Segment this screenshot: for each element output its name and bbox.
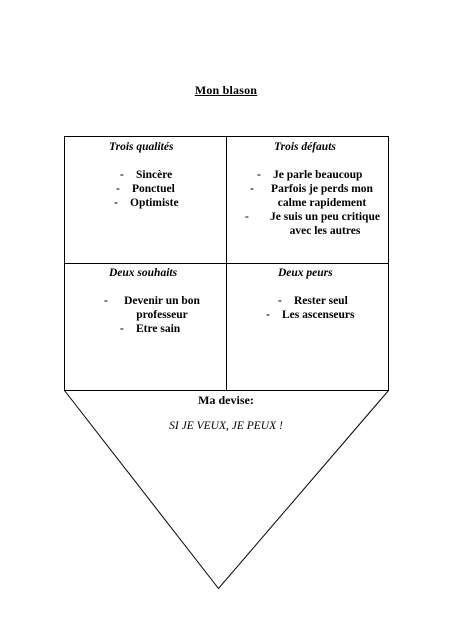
motto-text: SI JE VEUX, JE PEUX ! [169,420,283,432]
list-item: - Je suis un peu critique avec les autres [245,211,380,237]
list-item: - Sincère [120,169,173,181]
list-item: - Ponctuel [116,183,175,195]
list-item: - Les ascenseurs [266,309,355,321]
list-item: - Parfois je perds mon calme rapidement [250,183,373,209]
list-item: - Optimiste [114,197,179,209]
flaws-heading: Trois défauts [274,141,336,153]
list-item: - Je parle beaucoup [257,169,363,181]
list-item: - Etre sain [120,323,181,335]
page-title: Mon blason [194,83,258,97]
fears-heading: Deux peurs [278,267,333,279]
list-item: - Rester seul [278,295,348,307]
qualities-list [114,168,179,210]
qualities-heading: Trois qualités [109,141,174,153]
flaws-list [245,168,389,238]
wishes-list [104,294,204,336]
fears-list [266,294,355,322]
wishes-heading: Deux souhaits [109,267,178,279]
list-item: - Devenir un bon professeur [104,295,200,321]
motto-label: Ma devise: [198,393,254,407]
